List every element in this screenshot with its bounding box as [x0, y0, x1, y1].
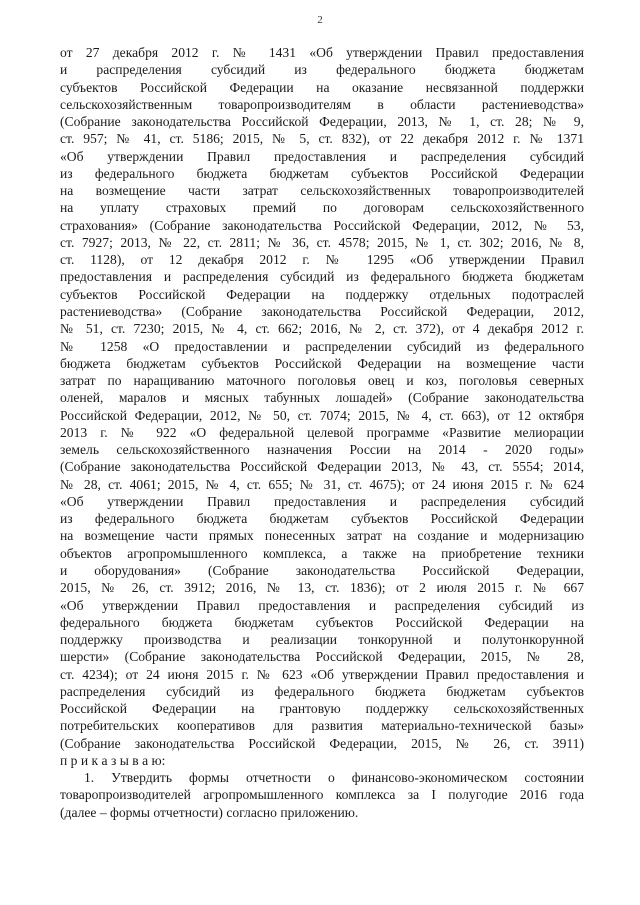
text-line: на возмещение части прямых понесенных затрат на создание и модернизацию — [60, 528, 584, 544]
text-line: ст. 957; № 41, ст. 5186; 2015, № 5, ст. 832), от 22 декабря 2012 г. № 1371 — [60, 131, 584, 147]
text-line: из федерального бюджета бюджетам субъектов Российской Федерации — [60, 165, 584, 181]
page-number: 2 — [317, 14, 323, 26]
text-line: 2013 г. № 922 «О федеральной целевой программе «Развитие мелиорации — [60, 424, 584, 440]
text-line: оленей, маралов и мясных табунных лошадей» (Собрание законодательства — [60, 390, 584, 406]
text-line: из федерального бюджета бюджетам субъектов Российской Федерации — [60, 511, 584, 527]
text-line: товаропроизводителей агропромышленного комплекса за I полугодие 2016 года — [60, 787, 584, 803]
text-line: ст. 1128), от 12 декабря 2012 г. № 1295 «Об утверждении Правил — [60, 252, 584, 268]
text-line: 2015, № 26, ст. 3912; 2016, № 13, ст. 1836); от 2 июля 2015 г. № 667 — [60, 580, 584, 596]
text-line: субъектов Российской Федерации на оказание несвязанной поддержки — [60, 79, 584, 95]
text-line: «Об утверждении Правил предоставления и распределения субсидий — [60, 148, 584, 164]
text-line: (Собрание законодательства Российской Федерации 2013, № 43, ст. 5554; 2014, — [60, 459, 584, 475]
order-word: п р и к а з ы в а ю: — [60, 752, 166, 768]
text-line: ст. 4234); от 24 июня 2015 г. № 623 «Об утверждении Правил предоставления и — [60, 666, 584, 682]
text-line: потребительских кооперативов для развития материально-технической базы» — [60, 718, 584, 734]
text-line: предоставления и распределения субсидий из федерального бюджета бюджетам — [60, 269, 584, 285]
text-line: поддержку производства и реализации тонкорунной и полутонкорунной — [60, 632, 584, 648]
text-line: Российской Федерации, 2012, № 50, ст. 7074; 2015, № 4, ст. 663), от 12 октября — [60, 407, 584, 423]
text-line: земель сельскохозяйственного назначения России на 2014 - 2020 годы» — [60, 442, 584, 458]
text-line: объектов агропромышленного комплекса, а также на приобретение техники — [60, 545, 584, 561]
text-line: на уплату страховых премий по договорам сельскохозяйственного — [60, 200, 584, 216]
text-line: (далее – формы отчетности) согласно приложению. — [60, 804, 359, 820]
text-line: (Собрание законодательства Российской Федерации, 2013, № 1, ст. 28; № 9, — [60, 114, 584, 130]
text-line: 1. Утвердить формы отчетности о финансово-экономическом состоянии — [84, 770, 584, 786]
text-line: «Об утверждении Правил предоставления и распределения субсидий из — [60, 597, 584, 613]
text-line: страхования» (Собрание законодательства Российской Федерации, 2012, № 53, — [60, 217, 584, 233]
body-text — [60, 44, 584, 821]
text-line: «Об утверждении Правил предоставления и распределения субсидий — [60, 493, 584, 509]
text-line: и распределения субсидий из федерального бюджета бюджетам — [60, 62, 584, 78]
text-line: федерального бюджета бюджетам субъектов Российской Федерации на — [60, 614, 584, 630]
text-line: от 27 декабря 2012 г. № 1431 «Об утверждении Правил предоставления — [60, 45, 584, 60]
text-line: растениеводства» (Собрание законодательства Российской Федерации, 2012, — [60, 303, 584, 319]
text-line: № 51, ст. 7230; 2015, № 4, ст. 662; 2016, № 2, ст. 372), от 4 декабря 2012 г. — [60, 321, 584, 337]
text-line: на возмещение части затрат сельскохозяйственных товаропроизводителей — [60, 183, 584, 199]
text-line: (Собрание законодательства Российской Федерации, 2015, № 26, ст. 3911) — [60, 735, 584, 751]
text-line: № 1258 «О предоставлении и распределении субсидий из федерального — [60, 338, 584, 354]
text-line: шерсти» (Собрание законодательства Российской Федерации, 2015, № 28, — [60, 649, 584, 665]
text-line: Российской Федерации на грантовую поддержку сельскохозяйственных — [60, 701, 584, 717]
text-line: распределения субсидий из федерального бюджета бюджетам субъектов — [60, 683, 584, 699]
text-line: субъектов Российской Федерации на поддержку отдельных подотраслей — [60, 286, 584, 302]
text-line: и оборудования» (Собрание законодательства Российской Федерации, — [60, 562, 584, 578]
text-line: № 28, ст. 4061; 2015, № 4, ст. 655; № 31, ст. 4675); от 24 июня 2015 г. № 624 — [60, 476, 584, 492]
text-line: сельскохозяйственным товаропроизводителям в области растениеводства» — [60, 96, 584, 112]
text-line: бюджета бюджетам субъектов Российской Федерации на возмещение части — [60, 355, 584, 371]
text-line: ст. 7927; 2013, № 22, ст. 2811; № 36, ст. 4578; 2015, № 1, ст. 302; 2016, № 8, — [60, 234, 584, 250]
text-line: затрат по наращиванию маточного поголовья овец и коз, поголовья северных — [60, 373, 584, 389]
